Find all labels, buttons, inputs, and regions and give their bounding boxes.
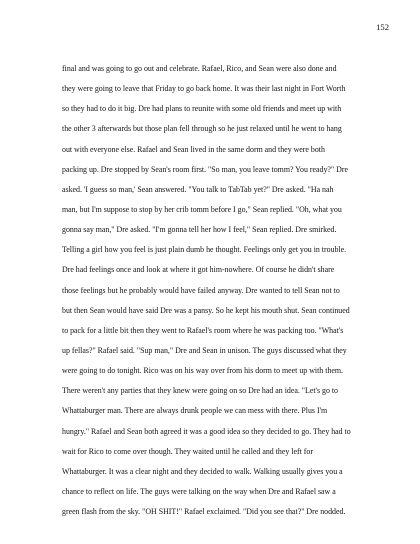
text-line: hungry." Rafael and Sean both agreed it was a good idea so they decided to go. They had to xyxy=(62,426,351,436)
text-line: up fellas?" Rafael said. "Sup man," Dre and Sean in unison. The guys discussed what they xyxy=(62,345,347,355)
text-line: so they had to do it big. Dre had plans to reunite with some old friends and meet up with xyxy=(62,104,342,114)
text-line: Whattaburger. It was a clear night and they decided to walk. Walking usually gives you a xyxy=(62,466,343,476)
text-line: to pack for a little bit then they went to Rafael's room where he was packing too. "What's xyxy=(62,325,344,335)
text-line: man, but I'm suppose to stop by her crib tomm before I go," Sean replied. "Oh, what you xyxy=(62,204,342,214)
text-line: There weren't any parties that they knew were going on so Dre had an idea. "Let's go to xyxy=(62,386,339,396)
text-line: green flash from the sky. "OH SHIT!" Rafael exclaimed. "Did you see that?" Dre nodded. xyxy=(62,507,346,517)
text-line: out with everyone else. Rafael and Sean lived in the same dorm and they were both xyxy=(62,144,325,154)
text-line: Whattaburger man. There are always drunk people we can mess with there. Plus I'm xyxy=(62,406,328,416)
text-line: Dre had feelings once and look at where it got him-nowhere. Of course he didn't share xyxy=(62,265,335,275)
text-line: they were going to leave that Friday to go back home. It was their last night in Fort Worth xyxy=(62,84,346,94)
text-line: were going to do tonight. Rico was on his way over from his dorm to meet up with them. xyxy=(62,366,343,376)
page-number: 152 xyxy=(376,22,389,32)
body-text xyxy=(62,64,366,527)
text-line: gonna say man," Dre asked. "I'm gonna tell her how I feel," Sean replied. Dre smirked. xyxy=(62,225,337,235)
text-line: chance to reflect on life. The guys were talking on the way when Dre and Rafael saw a xyxy=(62,486,336,496)
text-line: the other 3 afterwards but those plan fell through so he just relaxed until he went to hang xyxy=(62,124,342,134)
text-line: wait for Rico to come over though. They waited until he called and they left for xyxy=(62,446,313,456)
text-line: final and was going to go out and celebrate. Rafael, Rico, and Sean were also done and xyxy=(62,64,337,73)
text-line: packing up. Dre stopped by Sean's room first. "So man, you leave tomm? You ready?" Dre xyxy=(62,164,348,174)
text-line: but then Sean would have said Dre was a pansy. So he kept his mouth shut. Sean continued xyxy=(62,305,350,315)
text-line: asked. 'I guess so man,' Sean answered. "You talk to TabTab yet?" Dre asked. "Ha nah xyxy=(62,184,334,194)
text-line: Telling a girl how you feel is just plain dumb he thought. Feelings only get you in trouble. xyxy=(62,245,347,255)
text-line: those feelings but he probably would have failed anyway. Dre wanted to tell Sean not to xyxy=(62,285,340,295)
